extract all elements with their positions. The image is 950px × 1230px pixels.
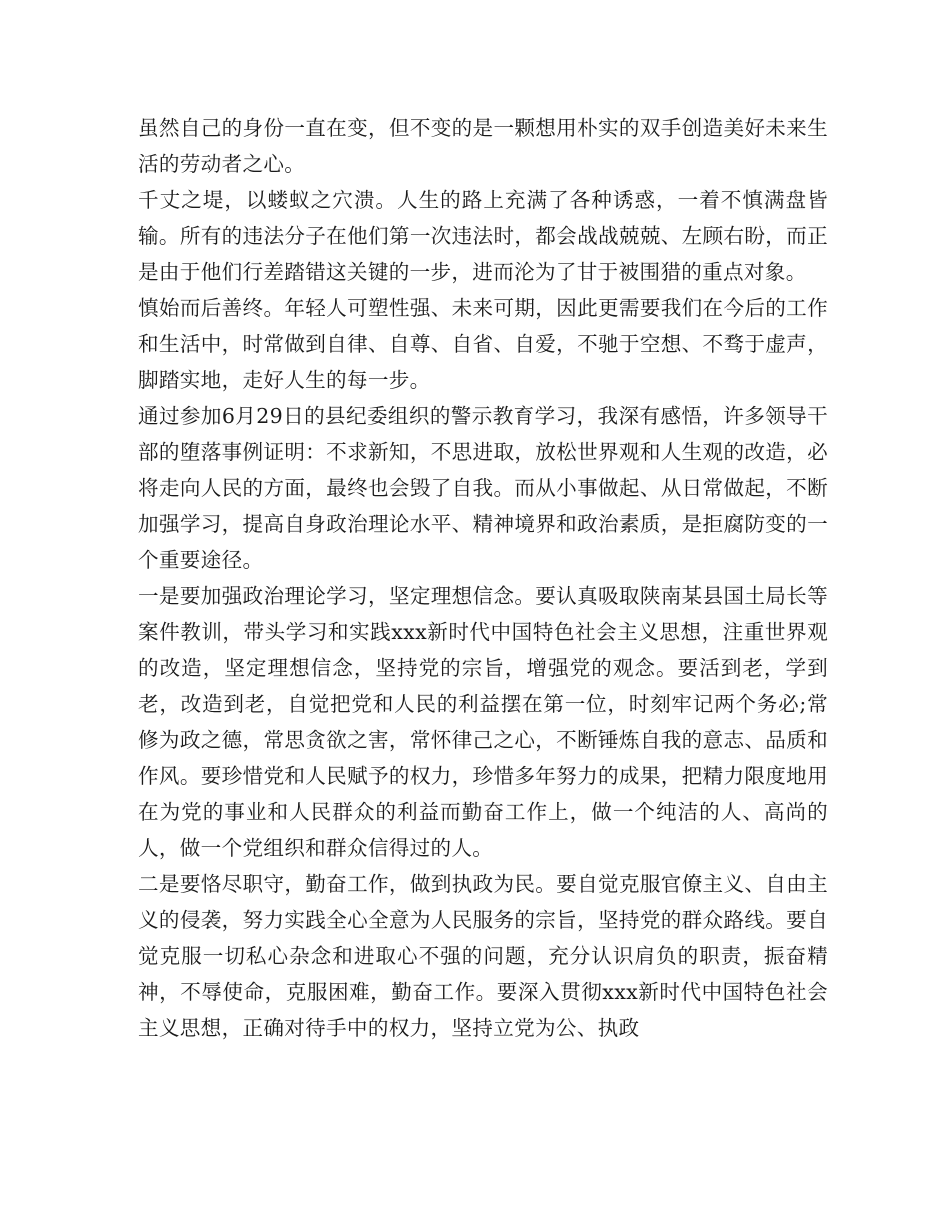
paragraph: 通过参加6月29日的县纪委组织的警示教育学习，我深有感悟，许多领导干部的堕落事例证明：不求新知，不思进取，放松世界观和人生观的改造，必将走向人民的方面，最终也会毁了自我。而从小事做起、从日常做起，不断加强学习，提高自身政治理论水平、精神境界和政治素质，是拒腐防变的一个重要途径。: [138, 404, 828, 572]
document-body: [138, 110, 828, 1046]
paragraph: 慎始而后善终。年轻人可塑性强、未来可期，因此更需要我们在今后的工作和生活中，时常做到自律、自尊、自省、自爱，不驰于空想、不骛于虚声，脚踏实地，走好人生的每一步。: [138, 296, 828, 392]
paragraph: 虽然自己的身份一直在变，但不变的是一颗想用朴实的双手创造美好未来生活的劳动者之心。: [138, 116, 828, 176]
paragraph: 二是要恪尽职守，勤奋工作，做到执政为民。要自觉克服官僚主义、自由主义的侵袭，努力实践全心全意为人民服务的宗旨，坚持党的群众路线。要自觉克服一切私心杂念和进取心不强的问题，充分认识肩负的职责，振奋精神，不辱使命，克服困难，勤奋工作。要深入贯彻xxx新时代中国特色社会主义思想，正确对待手中的权力，坚持立党为公、执政: [138, 872, 828, 1040]
paragraph: 一是要加强政治理论学习，坚定理想信念。要认真吸取陕南某县国土局长等案件教训，带头学习和实践xxx新时代中国特色社会主义思想，注重世界观的改造，坚定理想信念，坚持党的宗旨，增强党的观念。要活到老，学到老，改造到老，自觉把党和人民的利益摆在第一位，时刻牢记两个务必;常修为政之德，常思贪欲之害，常怀律己之心，不断锤炼自我的意志、品质和作风。要珍惜党和人民赋予的权力，珍惜多年努力的成果，把精力限度地用在为党的事业和人民群众的利益而勤奋工作上，做一个纯洁的人、高尚的人，做一个党组织和群众信得过的人。: [138, 584, 828, 860]
paragraph: 千丈之堤，以蝼蚁之穴溃。人生的路上充满了各种诱惑，一着不慎满盘皆输。所有的违法分子在他们第一次违法时，都会战战兢兢、左顾右盼，而正是由于他们行差踏错这关键的一步，进而沦为了甘于被围猎的重点对象。: [138, 188, 828, 284]
